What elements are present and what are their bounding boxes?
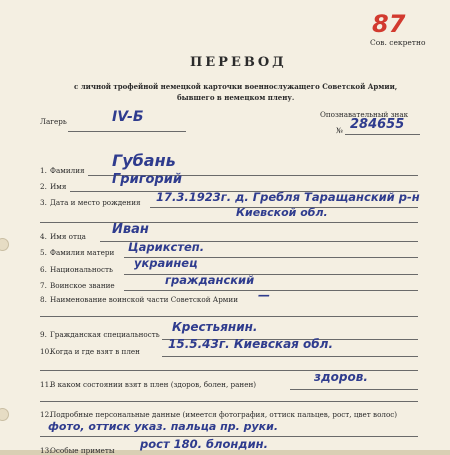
stamp-number: 87 <box>372 10 406 38</box>
field-label: Наименование воинской части Советской Армии <box>50 295 238 304</box>
field-label: Имя отца <box>50 232 86 241</box>
field-value: украинец <box>134 256 198 270</box>
field-label: Фамилия матери <box>50 248 115 257</box>
field-number: 1. <box>40 166 47 175</box>
field-value: рост 180. блондин. <box>140 437 268 451</box>
field-number: 2. <box>40 182 47 191</box>
field-value: фото, оттиск указ. пальца пр. руки. <box>48 420 279 433</box>
field-value: Иван <box>112 222 149 237</box>
id-mark-label: Опознавательный знак <box>320 110 409 119</box>
field-label: Особые приметы <box>50 446 115 455</box>
field-value: 15.5.43г. Киевская обл. <box>168 337 334 351</box>
field-number: 9. <box>40 330 47 339</box>
field-number: 12. <box>40 410 52 419</box>
field-label: Воинское звание <box>50 281 115 290</box>
field-value: Крестьянин. <box>172 320 258 334</box>
classification-label: Сов. секретно <box>370 38 426 47</box>
field-value-continued: Киевской обл. <box>236 206 328 219</box>
field-value: гражданский <box>165 273 255 287</box>
punch-hole <box>0 408 9 421</box>
field-label: В каком состоянии взят в плен (здоров, болен, ранен) <box>50 380 257 389</box>
field-number: 4. <box>40 232 47 241</box>
id-number-value: 284655 <box>350 117 405 132</box>
field-value: Царикстеп. <box>128 240 205 254</box>
field-value: — <box>258 288 270 302</box>
field-number: 6. <box>40 265 47 274</box>
field-value: Губань <box>112 151 176 170</box>
field-number: 3. <box>40 198 47 207</box>
camp-label: Лагерь <box>40 117 67 126</box>
field-number: 7. <box>40 281 47 290</box>
document-subtitle-line2: бывшего в немецком плену. <box>177 93 295 102</box>
field-label: Имя <box>50 182 67 191</box>
field-number: 13. <box>40 446 52 455</box>
punch-hole <box>0 238 9 251</box>
field-label: Национальность <box>50 265 113 274</box>
field-label: Фамилия <box>50 166 85 175</box>
document-subtitle-line1: с личной трофейной немецкой карточки военнослужащего Советской Армии, <box>74 82 398 91</box>
field-value: здоров. <box>314 370 368 384</box>
field-label: Когда и где взят в плен <box>50 347 140 356</box>
document-title: ПЕРЕВОД <box>190 55 287 70</box>
id-number-prefix: № <box>336 126 343 135</box>
field-value: Григорий <box>112 172 182 187</box>
field-value: 17.3.1923г. д. Гребля Таращанский р-н <box>156 190 420 204</box>
field-label: Гражданская специальность <box>50 330 160 339</box>
field-label: Дата и место рождения <box>50 198 141 207</box>
camp-value: IV-Б <box>112 109 144 125</box>
field-label: Подробные персональные данные (имеется фотография, оттиск пальцев, рост, цвет волос) <box>50 410 398 419</box>
field-number: 8. <box>40 295 47 304</box>
field-number: 5. <box>40 248 47 257</box>
field-number: 11. <box>40 380 52 389</box>
field-number: 10. <box>40 347 52 356</box>
